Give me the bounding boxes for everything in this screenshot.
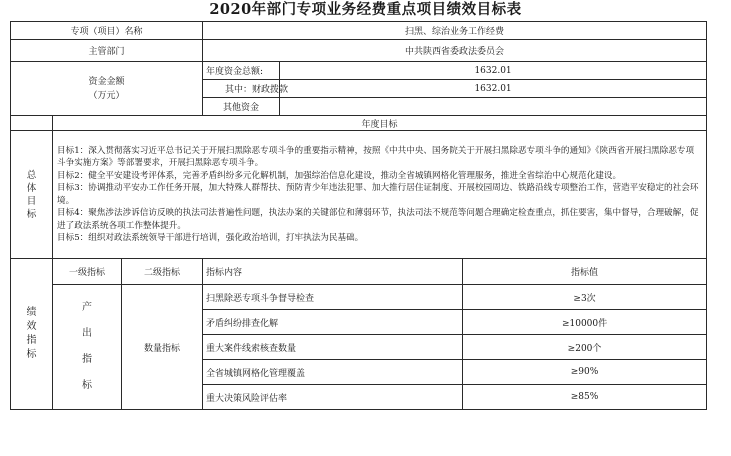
overall-label-char: 目: [26, 195, 37, 207]
indicator-value: ≥10000件: [463, 310, 707, 335]
performance-label-char: 指: [26, 335, 37, 346]
page-title: 2020年部门专项业务经费重点项目绩效目标表: [209, 1, 522, 18]
level2-quantity-indicator: 数量指标: [122, 285, 203, 410]
dept-value: 中共陕西省委政法委员会: [203, 40, 707, 62]
project-label: 专项（项目）名称: [11, 22, 203, 40]
funds-fiscal-label: 其中：财政拨款: [203, 80, 280, 98]
indicator-value: ≥3次: [463, 285, 707, 310]
header-level1: 一级指标: [53, 259, 122, 285]
funds-total-label: 年度资金总额:: [203, 62, 280, 80]
performance-label: [11, 259, 53, 410]
goal-item: 目标1：深入贯彻落实习近平总书记关于开展扫黑除恶专项斗争的重要指示精神，按照《中共中央、国务院关于开展扫黑除恶专项斗争的通知》《陕西省开展扫黑除恶专项斗争实施方案》等部署要求，开展扫黑除恶专项斗争。: [57, 145, 695, 168]
header-content: 指标内容: [203, 259, 463, 285]
performance-label-char: 效: [26, 321, 37, 332]
goal-item: 目标2：健全平安建设考评体系，完善矛盾纠纷多元化解机制，加强综治信息化建设，推动全省城镇网格化管理服务，推进全省综治中心规范化建设。: [57, 170, 622, 181]
level1-char: 标: [82, 380, 92, 391]
funds-label: 资金金额: [88, 76, 125, 87]
performance-header-row: [11, 259, 707, 285]
funds-row-total: [11, 62, 707, 80]
level1-char: 产: [82, 302, 92, 313]
level1-char: 出: [82, 328, 92, 339]
funds-other-label: 其他资金: [203, 98, 280, 116]
indicator-content: 重大案件线索核查数量: [203, 335, 463, 360]
indicator-row: [11, 285, 707, 310]
overall-goals-label: [11, 131, 53, 259]
funds-label-cell: [11, 62, 203, 116]
annual-goal-header: 年度目标: [53, 116, 707, 131]
funds-fiscal-value: 1632.01: [280, 80, 707, 98]
performance-label-char: 绩: [26, 307, 37, 318]
indicator-value: ≥200个: [463, 335, 707, 360]
project-value: 扫黑、综治业务工作经费: [203, 22, 707, 40]
dept-label: 主管部门: [11, 40, 203, 62]
indicator-content: 重大决策风险评估率: [203, 385, 463, 410]
overall-label-char: 体: [26, 182, 37, 194]
indicator-content: 扫黑除恶专项斗争督导检查: [203, 285, 463, 310]
goal-item: 目标3：协调推动平安办工作任务开展，加大特殊人群帮扶、预防青少年违法犯罪、加大推行居住证制度、开展校园周边、铁路沿线专项整治工作，营造平安稳定的社会环境。: [57, 183, 699, 206]
funds-label-unit: （万元）: [88, 90, 125, 101]
goal-item: 目标5：组织对政法系统领导干部进行培训，强化政治培训，打牢执法为民基础。: [57, 233, 364, 243]
funds-total-value: 1632.01: [280, 62, 707, 80]
funds-other-value: [280, 98, 707, 116]
annual-goal-header-row: [11, 116, 707, 131]
header-level2: 二级指标: [122, 259, 203, 285]
overall-label-char: 总: [26, 169, 37, 181]
overall-goals-text: [53, 131, 707, 259]
performance-goal-table: [10, 21, 707, 410]
indicator-content: 全省城镇网格化管理覆盖: [203, 360, 463, 385]
header-value: 指标值: [463, 259, 707, 285]
indicator-value: ≥90%: [463, 360, 707, 385]
level1-char: 指: [82, 354, 92, 365]
goal-item: 目标4：聚焦涉法涉诉信访反映的执法司法普遍性问题，执法办案的关键部位和薄弱环节，执法司法不规范等问题合理确定检查重点，抓住要害，集中督导，合理破解，促进了政法系统各项工作整体提升。: [57, 208, 699, 231]
level1-output-indicator: [53, 285, 122, 410]
annual-goal-spacer: [11, 116, 53, 131]
indicator-value: ≥85%: [463, 385, 707, 410]
overall-goals-row: [11, 131, 707, 259]
indicator-content: 矛盾纠纷排查化解: [203, 310, 463, 335]
overall-label-char: 标: [26, 208, 37, 220]
project-row: [11, 22, 707, 40]
dept-row: [11, 40, 707, 62]
performance-label-char: 标: [26, 349, 37, 360]
